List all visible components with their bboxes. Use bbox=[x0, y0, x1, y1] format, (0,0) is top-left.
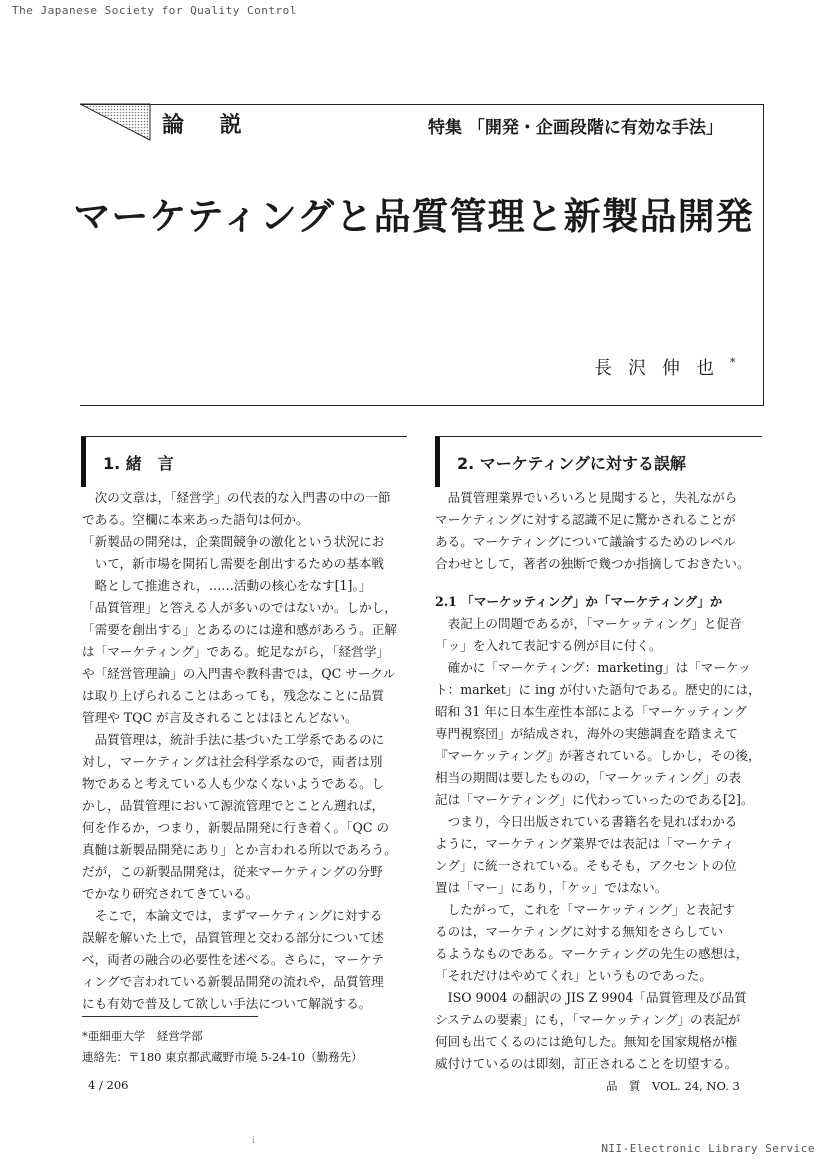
left-column bbox=[82, 487, 408, 1015]
body-text-line: 昭和 31 年に日本生産性本部による「マーケッティング bbox=[435, 704, 747, 719]
journal-info: 品 質 VOL. 24, NO. 3 bbox=[606, 1079, 740, 1093]
body-text-line: 品質管理業界でいろいろと見聞すると，失礼ながら bbox=[435, 490, 738, 505]
body-text-line: 専門視察団」が結成され，海外の実態調査を踏まえて bbox=[435, 726, 739, 741]
body-text-line: ト：market」に ing が付いた語句である。歴史的には， bbox=[435, 682, 761, 697]
body-text-line: つまり，今日出版されている書籍名を見ればわかる bbox=[435, 814, 738, 829]
body-text-line: ング」に統一されている。そもそも，アクセントの位 bbox=[435, 858, 737, 873]
body-text-line: 記は「マーケティング」に代わっていったのである[2]。 bbox=[435, 792, 754, 807]
body-text-line: 「ッ」を入れて表記する例が目に付く。 bbox=[435, 638, 662, 653]
author-name: 長沢伸也 bbox=[594, 358, 730, 379]
body-text-line: 真髄は新製品開発にあり」とか言われる所以であろう。 bbox=[82, 842, 397, 857]
body-text-line: べ，両者の融合の必要性を述べる。さらに，マーケテ bbox=[82, 952, 384, 967]
body-text-line: 『マーケッティング』が著されている。しかし，その後， bbox=[435, 748, 761, 763]
footnote-affiliation: *亜細亜大学 経営学部 bbox=[82, 1029, 203, 1043]
subsection-2-1-title: 2.1 「マーケッティング」か「マーケティング」か bbox=[435, 594, 723, 609]
footnote-divider bbox=[82, 1016, 258, 1017]
body-text-line: は「マーケティング」である。蛇足ながら，「経営学」 bbox=[82, 644, 390, 659]
body-text-line: 何を作るか，つまり，新製品開発に行き着く。「QC の bbox=[82, 820, 390, 835]
footnote bbox=[82, 1026, 363, 1068]
body-text-line: 対し，マーケティングは社会科学系なので，両者は別 bbox=[82, 754, 383, 769]
section-1-title: 1. 緒 言 bbox=[103, 454, 174, 473]
body-text-line: 管理や TQC が言及されることはほとんどない。 bbox=[82, 710, 358, 725]
section-1-header bbox=[81, 436, 407, 487]
body-text-line: いて，新市場を開拓し需要を創出するための基本戦 bbox=[82, 556, 384, 571]
body-text-line: 合わせとして，著者の独断で幾つか指摘しておきたい。 bbox=[435, 556, 750, 571]
body-text-line: 何回も出てくるのには絶句した。無知を国家規格が権 bbox=[435, 1034, 738, 1049]
society-header: The Japanese Society for Quality Control bbox=[12, 4, 297, 17]
feature-label: 特集 「開発・企画段階に有効な手法」 bbox=[428, 118, 723, 138]
body-text-line: 置は「マー」にあり，「ケッ」ではない。 bbox=[435, 880, 668, 895]
body-text-line: そこで，本論文では，まずマーケティングに対する bbox=[82, 908, 383, 923]
body-text-line: ISO 9004 の翻訳の JIS Z 9904「品質管理及び品質 bbox=[435, 990, 747, 1005]
author-footnote-mark: * bbox=[730, 356, 736, 369]
section-2-title: 2. マーケティングに対する誤解 bbox=[457, 454, 686, 473]
body-text-line: 相当の期間は要したものの，「マーケッティング」の表 bbox=[435, 770, 742, 785]
body-text-line: だが，この新製品開発は，従来マーケティングの分野 bbox=[82, 864, 383, 879]
body-text-line: ある。マーケティングについて議論するためのレベル bbox=[435, 534, 736, 549]
body-text-line: 略として推進され，……活動の核心をなす[1]。」 bbox=[82, 578, 372, 593]
section-bar bbox=[81, 437, 86, 487]
body-text-line: 次の文章は，「経営学」の代表的な入門書の中の一節 bbox=[82, 490, 391, 505]
section-bar bbox=[435, 437, 440, 487]
scan-mark: i bbox=[252, 1136, 255, 1146]
body-text-line: かし，品質管理において源流管理でとことん遡れば， bbox=[82, 798, 385, 813]
body-text-line: 「需要を創出する」とあるのには違和感があろう。正解 bbox=[82, 622, 397, 637]
body-text-line: 「新製品の開発は，企業間競争の激化という状況にお bbox=[82, 534, 385, 549]
page-number: 4 / 206 bbox=[88, 1078, 129, 1092]
body-text-line: や「経営管理論」の入門書や教科書では，QC サークル bbox=[82, 666, 396, 681]
body-text-line: 誤解を解いた上で，品質管理と交わる部分について述 bbox=[82, 930, 384, 945]
body-text-line: システムの要素」にも，「マーケッティング」の表記が bbox=[435, 1012, 741, 1027]
body-text-line: でかなり研究されてきている。 bbox=[82, 886, 259, 901]
nii-footer: NII-Electronic Library Service bbox=[601, 1142, 815, 1155]
body-text-line: ィングで言われている新製品開発の流れや，品質管理 bbox=[82, 974, 384, 989]
body-text-line: 確かに「マーケティング：marketing」は「マーケッ bbox=[435, 660, 751, 675]
section-2-1-body bbox=[435, 613, 763, 1075]
footnote-address: 連絡先：〒180 東京都武蔵野市境 5-24-10（勤務先） bbox=[82, 1050, 363, 1064]
section-2-intro bbox=[435, 487, 763, 575]
body-text-line: マーケティングに対する認識不足に驚かされることが bbox=[435, 512, 736, 527]
body-text-line: 威付けているのは即刻，訂正されることを切望する。 bbox=[435, 1056, 738, 1071]
body-text-line: は取り上げられることはあっても，残念なことに品質 bbox=[82, 688, 385, 703]
body-text-line: 品質管理は，統計手法に基づいた工学系であるのに bbox=[82, 732, 385, 747]
article-title: マーケティングと品質管理と新製品開発 bbox=[73, 195, 754, 238]
body-text-line: るのは，マーケティングに対する無知をさらしてい bbox=[435, 924, 724, 939]
body-text-line: である。空欄に本来あった語句は何か。 bbox=[82, 512, 309, 527]
body-text-line: 表記上の問題であるが，「マーケッティング」と促音 bbox=[435, 616, 742, 631]
body-text-line: したがって，これを「マーケッティング」と表記す bbox=[435, 902, 736, 917]
right-column bbox=[435, 487, 763, 1075]
body-text-line: 「品質管理」と答える人が多いのではないか。しかし， bbox=[82, 600, 397, 615]
section-2-header bbox=[435, 436, 762, 487]
body-text-line: 物であると考えている人も少なくないようである。し bbox=[82, 776, 385, 791]
body-text-line: 「それだけはやめてくれ」というものであった。 bbox=[435, 968, 712, 983]
body-text-line: ように，マーケティング業界では表記は「マーケティ bbox=[435, 836, 735, 851]
body-text-line: にも有効で普及して欲しい手法について解説する。 bbox=[82, 996, 372, 1011]
body-text-line: るようなものである。マーケティングの先生の感想は， bbox=[435, 946, 749, 961]
article-category: 論 説 bbox=[162, 113, 256, 138]
